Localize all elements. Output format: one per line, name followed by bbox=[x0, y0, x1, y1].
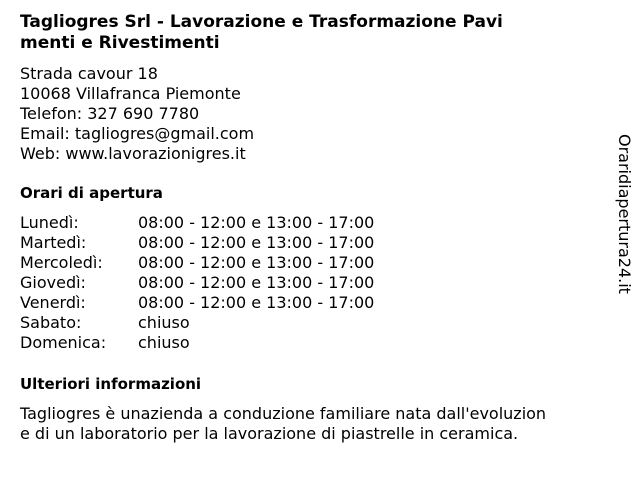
watermark-text: Oraridiapertura24.it bbox=[615, 134, 634, 294]
email-line: Email: tagliogres@gmail.com bbox=[20, 124, 255, 143]
time-value: chiuso bbox=[138, 333, 190, 352]
time-value: 08:00 - 12:00 e 13:00 - 17:00 bbox=[138, 253, 375, 272]
description-line-2: e di un laboratorio per la lavorazione di piastrelle in ceramica. bbox=[20, 424, 519, 443]
day-label: Mercoledì: bbox=[20, 253, 103, 272]
day-label: Venerdì: bbox=[20, 293, 86, 312]
contact-block bbox=[20, 64, 254, 164]
hours-heading: Orari di apertura bbox=[20, 184, 163, 202]
business-name bbox=[20, 12, 610, 54]
day-label: Lunedì: bbox=[20, 213, 79, 232]
day-label: Martedì: bbox=[20, 233, 87, 252]
info-heading: Ulteriori informazioni bbox=[20, 375, 202, 393]
street-address: Strada cavour 18 bbox=[20, 64, 158, 83]
business-name-line-1: Tagliogres Srl - Lavorazione e Trasformazione Pavi bbox=[20, 12, 503, 32]
day-label: Domenica: bbox=[20, 333, 107, 352]
time-value: 08:00 - 12:00 e 13:00 - 17:00 bbox=[138, 233, 375, 252]
city-line: 10068 Villafranca Piemonte bbox=[20, 84, 241, 103]
web-line: Web: www.lavorazionigres.it bbox=[20, 144, 246, 163]
day-label: Giovedì: bbox=[20, 273, 86, 292]
time-value: 08:00 - 12:00 e 13:00 - 17:00 bbox=[138, 273, 375, 292]
description-line-1: Tagliogres è unazienda a conduzione familiare nata dall'evoluzion bbox=[20, 404, 547, 423]
business-name-line-2: menti e Rivestimenti bbox=[20, 33, 220, 53]
phone-line: Telefon: 327 690 7780 bbox=[20, 104, 200, 123]
watermark bbox=[612, 134, 636, 310]
time-value: 08:00 - 12:00 e 13:00 - 17:00 bbox=[138, 293, 375, 312]
day-label: Sabato: bbox=[20, 313, 82, 332]
time-value: 08:00 - 12:00 e 13:00 - 17:00 bbox=[138, 213, 375, 232]
description bbox=[20, 404, 546, 444]
time-value: chiuso bbox=[138, 313, 190, 332]
